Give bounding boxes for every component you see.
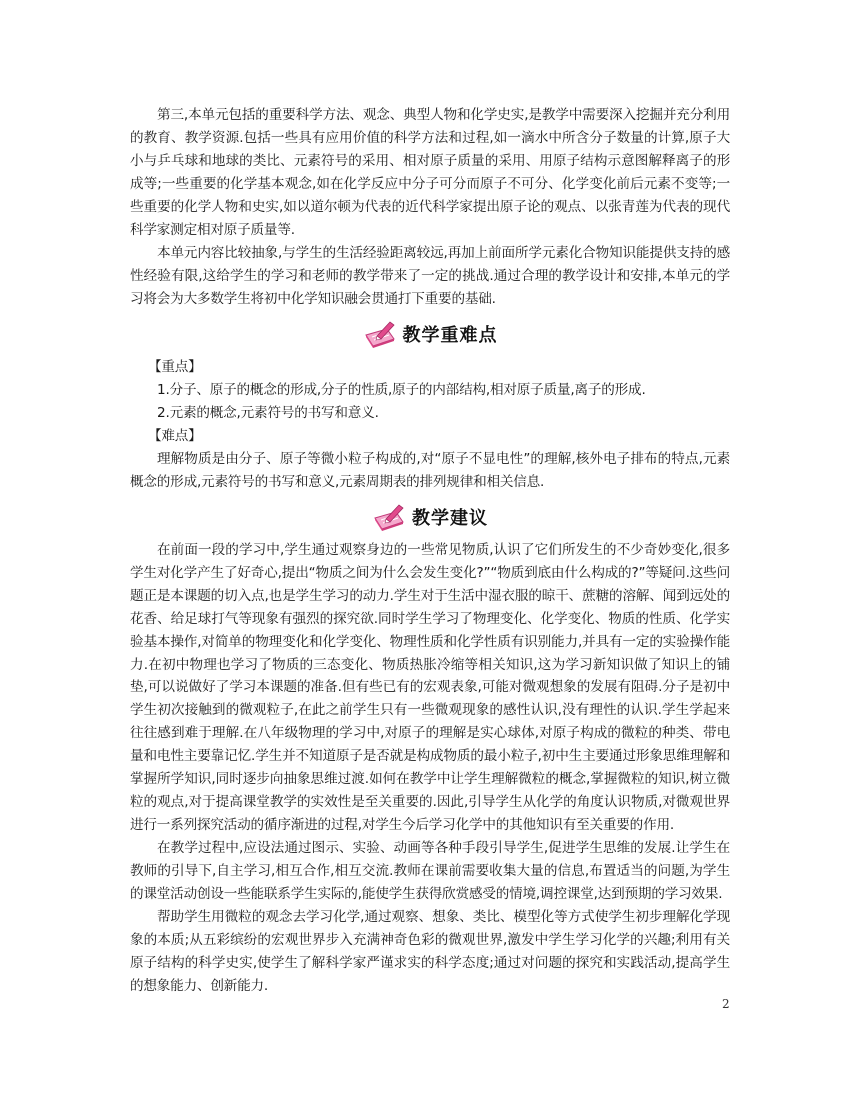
key-points-label: 【重点】 bbox=[148, 359, 202, 375]
intro-paragraph-1: 第三,本单元包括的重要科学方法、观念、典型人物和化学史实,是教学中需要深入挖掘并充分利用的教育、教学资源.包括一些具有应用价值的科学方法和过程,如一滴水中所含分子数量的计算,原子大小与乒乓球和地球的类比、元素符号的采用、相对原子质量的采用、用原子结构示意图解释离子的形成等;一些重要的化学基本观念,如在化学反应中分子可分而原子不可分、化学变化前后元素不变等;一些重要的化学人物和史实,如以道尔顿为代表的近代科学家提出原子论的观点、以张青莲为代表的现代科学家测定相对原子质量等. bbox=[130, 107, 730, 238]
pen-on-book-icon bbox=[372, 502, 406, 532]
advice-paragraph-3: 帮助学生用微粒的观念去学习化学,通过观察、想象、类比、模型化等方式使学生初步理解化学现象的本质;从五彩缤纷的宏观世界步入充满神奇色彩的微观世界,激发中学生学习化学的兴趣;利用有关原子结构的科学史实,使学生了解科学家严谨求实的科学态度;通过对问题的探究和实践活动,提高学生的想象能力、创新能力. bbox=[130, 909, 730, 994]
key-point-2: 2.元素的概念,元素符号的书写和意义. bbox=[157, 405, 379, 421]
section-title: 教学重难点 bbox=[402, 325, 498, 346]
intro-paragraph-2: 本单元内容比较抽象,与学生的生活经验距离较远,再加上前面所学元素化合物知识能提供支持的感性经验有限,这给学生的学习和老师的教学带来了一定的挑战.通过合理的教学设计和安排,本单元的学习将会为大多数学生将初中化学知识融会贯通打下重要的基础. bbox=[130, 245, 730, 307]
section-heading-difficulty bbox=[0, 318, 860, 350]
advice-paragraph-1: 在前面一段的学习中,学生通过观察身边的一些常见物质,认识了它们所发生的不少奇妙变化,很多学生对化学产生了好奇心,提出“物质之间为什么会发生变化?”“物质到底由什么构成的?”等疑问.这些问题正是本课题的切入点,也是学生学习的动力.学生对于生活中湿衣服的晾干、蔗糖的溶解、闻到远处的花香、给足球打气等现象有强烈的探究欲.同时学生学习了物理变化、化学变化、物质的性质、化学实验基本操作,对简单的物理变化和化学变化、物理性质和化学性质有识别能力,并具有一定的实验操作能力.在初中物理也学习了物质的三态变化、物质热胀冷缩等相关知识,这为学习新知识做了知识上的铺垫,可以说做好了学习本课题的准备.但有些已有的宏观表象,可能对微观想象的发展有阻碍.分子是初中学生初次接触到的微观粒子,在此之前学生只有一些微观现象的感性认识,没有理性的认识.学生学起来往往感到难于理解.在八年级物理的学习中,对原子的理解是实心球体,对原子构成的微粒的种类、带电量和电性主要靠记忆.学生并不知道原子是否就是构成物质的最小粒子,初中生主要通过形象思维理解和掌握所学知识,同时逐步向抽象思维过渡.如何在教学中让学生理解微粒的概念,掌握微粒的知识,树立微粒的观点,对于提高课堂教学的实效性是至关重要的.因此,引导学生从化学的角度认识物质,对微观世界进行一系列探究活动的循序渐进的过程,对学生今后学习化学中的其他知识有至关重要的作用. bbox=[130, 542, 730, 833]
page-number: 2 bbox=[722, 997, 730, 1011]
section-title: 教学建议 bbox=[412, 508, 488, 529]
difficult-points-label: 【难点】 bbox=[148, 428, 202, 444]
key-point-1: 1.分子、原子的概念的形成,分子的性质,原子的内部结构,相对原子质量,离子的形成. bbox=[157, 382, 646, 398]
advice-paragraph-2: 在教学过程中,应设法通过图示、实验、动画等各种手段引导学生,促进学生思维的发展.让学生在教师的引导下,自主学习,相互合作,相互交流.教师在课前需要收集大量的信息,布置适当的问题,为学生的课堂活动创设一些能联系学生实际的,能使学生获得欣赏感受的情境,调控课堂,达到预期的学习效果. bbox=[130, 840, 730, 902]
pen-on-book-icon bbox=[363, 319, 397, 349]
section-heading-advice bbox=[0, 501, 860, 533]
difficult-points-text: 理解物质是由分子、原子等微小粒子构成的,对“原子不显电性”的理解,核外电子排布的特点,元素概念的形成,元素符号的书写和意义,元素周期表的排列规律和相关信息. bbox=[130, 451, 730, 490]
